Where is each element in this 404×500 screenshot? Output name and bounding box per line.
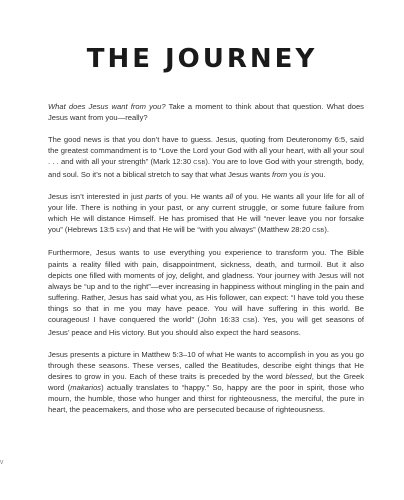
chapter-title: THE JOURNEY <box>86 44 318 74</box>
text-run: , but the Greek word ( <box>48 371 365 392</box>
body-text <box>48 101 364 415</box>
paragraph <box>48 247 364 338</box>
text-run: ). Yes, you will get seasons of Jesus’ peace and His victory. But you should also expect the hard seasons. <box>48 315 365 338</box>
text-run: you. <box>309 169 326 179</box>
text-run: Furthermore, Jesus wants to use everything you experience to transform you. The Bible paints a reality filled with pain, disappointment, sickness, death, and turmoil. But it also depicts one filled with moments of joy, delight, and gladness. Your journey with Jesus will not always be “up and to the right”—ever increasing in happiness without mingling in the pain and suffering. Rather, Jesus has said what you, as His follower, can expect: “I have told you these things so that in me you may have peace. You will have suffering in this world. Be courageous! I have conquered the world” (John 16:33 <box>48 248 364 324</box>
text-run: ). <box>324 224 329 234</box>
text-run: of you. He wants <box>162 191 226 201</box>
paragraph <box>48 349 364 416</box>
paragraph <box>48 191 364 237</box>
text-run: Jesus isn’t interested in just <box>48 191 146 201</box>
page-folio: V <box>0 460 4 466</box>
paragraph <box>48 134 364 180</box>
text-run: of you. He wants all your life for all of your life. There is nothing in your past, or any current struggle, or some future failure from which He will distance Himself. He has promised that He will “never leave you nor forsake you” (Hebrews 13:5 <box>48 191 365 234</box>
emphasis-text: is <box>303 169 310 179</box>
emphasis-text: makarios <box>70 382 102 392</box>
text-run: you <box>287 169 304 179</box>
bible-version-abbrev: CSB <box>312 227 325 234</box>
text-run: ) actually translates to “happy.” So, happy are the poor in spirit, those who mourn, the humble, those who hunger and thirst for righteousness, the merciful, the pure in heart, the peacemakers, and those who are persecuted because of righteousness. <box>48 382 364 415</box>
text-run: ). You are to love God with your strength, body, and soul. So it’s not a biblical stretch to say that what Jesus wants <box>48 156 364 179</box>
paragraph <box>48 101 364 123</box>
bible-version-abbrev: CSB <box>242 318 255 324</box>
text-run: Jesus presents a picture in Matthew 5:3–10 of what He wants to accomplish in you as you go through these seasons. These verses, called the Beatitudes, describe eight things that He desires to grow in you. Each of these traits is preceded by the word <box>48 349 364 381</box>
text-run: The good news is that you don’t have to guess. Jesus, quoting from Deuteronomy 6:5, said the greatest commandment is to “Love the Lord your God with all your heart, with all your soul . . . and with all your strength” (Mark 12:30 <box>48 134 364 166</box>
emphasis-text: all <box>225 191 234 201</box>
emphasis-text: parts <box>145 191 163 201</box>
bible-version-abbrev: ESV <box>116 227 129 234</box>
text-run: ) and that He will be “with you always” (Matthew 28:20 <box>128 224 313 234</box>
emphasis-text: blessed <box>285 371 312 381</box>
emphasis-text: What does Jesus want from you? <box>48 102 166 111</box>
bible-version-abbrev: CSB <box>193 159 206 166</box>
emphasis-text: from <box>272 169 288 179</box>
text-run: Take a moment to think about that question. What does Jesus want from you—really? <box>48 102 364 123</box>
